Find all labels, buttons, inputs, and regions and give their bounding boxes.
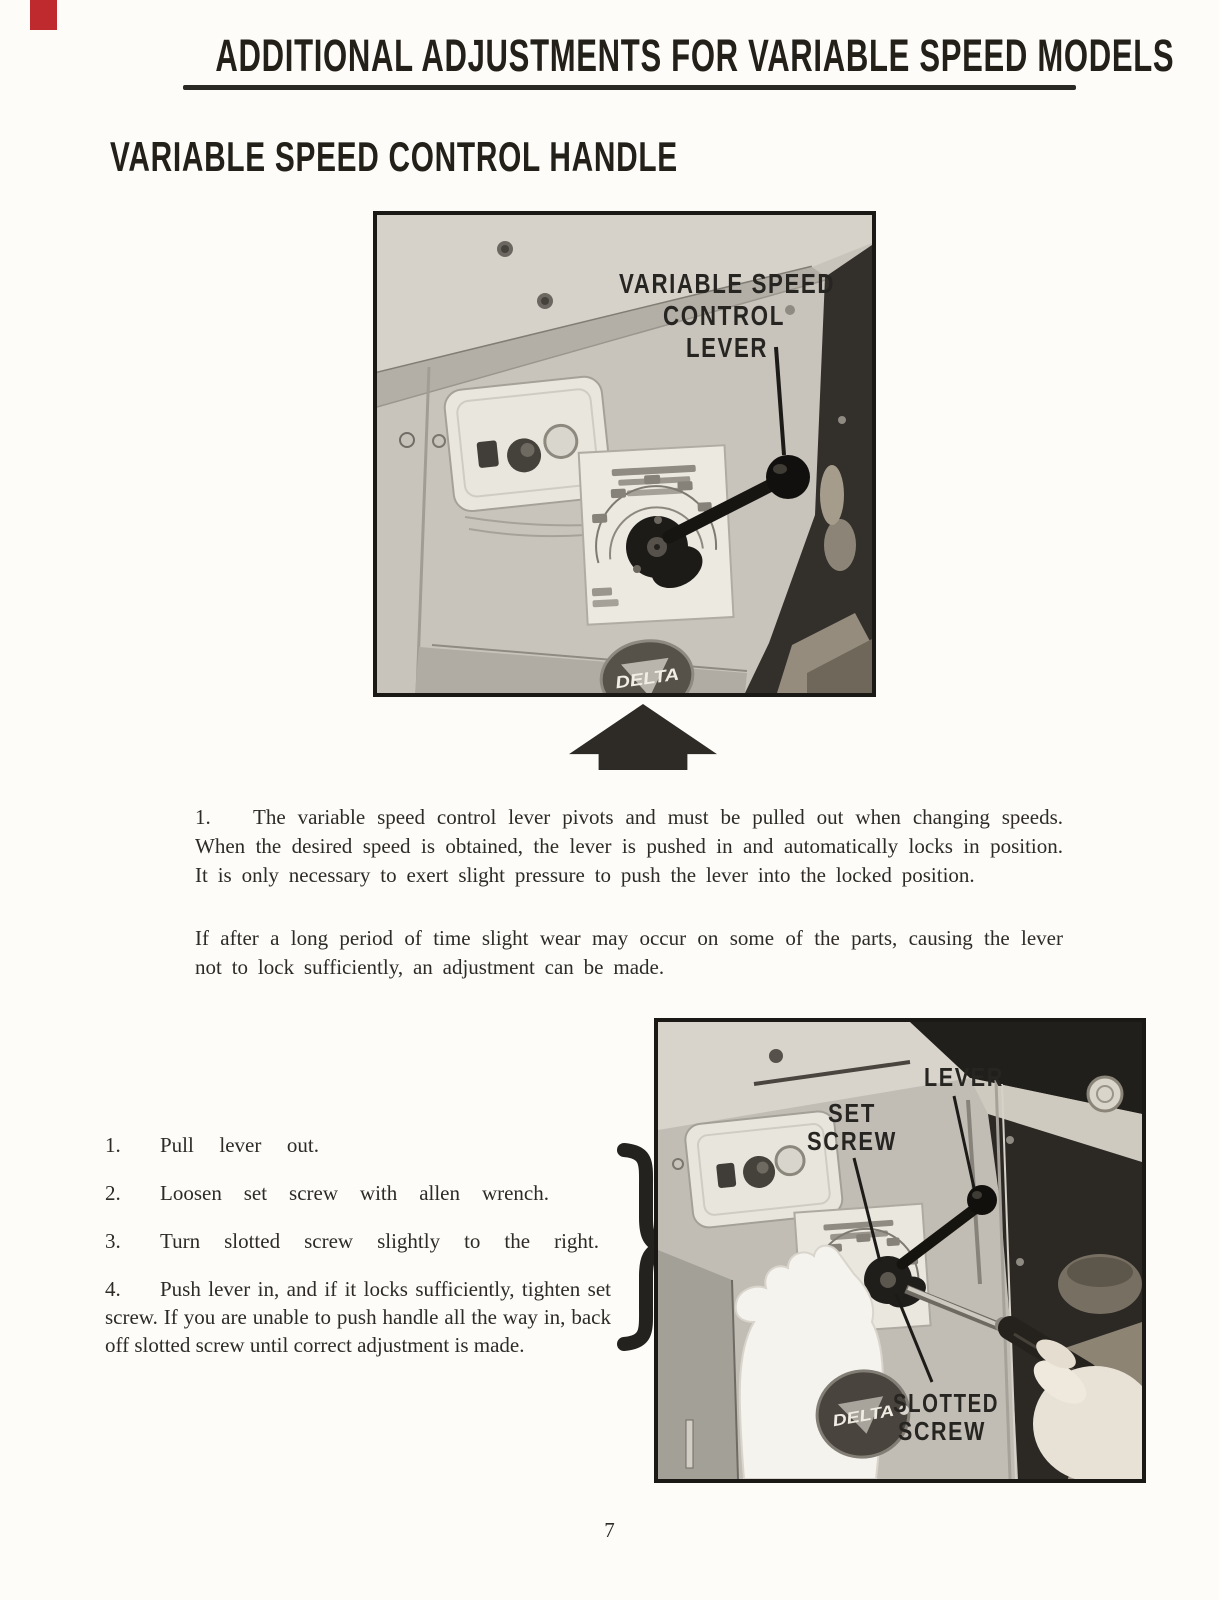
step-text: Push lever in, and if it locks sufficiently, tighten set screw. If you are unable to push handle all the way in, back off slotted screw until correct adjustment is made. <box>105 1277 611 1357</box>
step-2 <box>105 1179 549 1208</box>
delta-badge-text: DELTA <box>831 1404 885 1431</box>
figure-adjustment-photo <box>654 1018 1146 1483</box>
step-1 <box>105 1131 319 1160</box>
intro-paragraph <box>195 803 1063 890</box>
callout-set-screw: SCREW <box>807 1126 897 1156</box>
step-3 <box>105 1227 599 1256</box>
step-text: Loosen set screw with allen wrench. <box>160 1181 549 1205</box>
callout-slotted: SLOTTED <box>893 1388 999 1418</box>
step-4 <box>105 1275 611 1359</box>
title-underline <box>183 85 1076 90</box>
callout-control: CONTROL <box>663 300 785 331</box>
figure-lever-overview-photo <box>373 211 876 697</box>
door-hinge <box>686 1420 693 1468</box>
page-title: ADDITIONAL ADJUSTMENTS FOR VARIABLE SPEED MODELS <box>215 30 1175 81</box>
lever-ball-handle <box>766 455 810 499</box>
callout-set: SET <box>828 1098 876 1128</box>
section-heading: VARIABLE SPEED CONTROL HANDLE <box>110 133 678 180</box>
wooden-dowel <box>1088 1077 1122 1111</box>
paragraph-number: 1. <box>195 805 211 829</box>
panel-screw <box>400 433 414 447</box>
page-number: 7 <box>604 1518 615 1542</box>
page-header <box>0 30 1219 82</box>
note-paragraph: If after a long period of time slight wear may occur on some of the parts, causing the lever not to lock sufficiently, an adjustment can be made. <box>195 926 1063 979</box>
lever-ball-handle <box>967 1185 997 1215</box>
callout-slotted-screw: SCREW <box>898 1416 986 1446</box>
up-arrow-icon <box>569 704 717 770</box>
step-number: 3. <box>105 1229 121 1253</box>
step-text: Pull lever out. <box>160 1133 319 1157</box>
step-number: 4. <box>105 1277 121 1301</box>
cabinet-door <box>658 1250 738 1479</box>
figure2-illustration <box>658 1022 1142 1479</box>
red-edge-mark <box>30 0 57 30</box>
paragraph-text: The variable speed control lever pivots and must be pulled out when changing speeds. When the desired speed is obtained, the lever is pushed in and automatically locks in position. It is only necessary to exert slight pressure to push the lever into the locked position. <box>195 805 1063 887</box>
figure1-illustration <box>377 215 872 693</box>
step-number: 1. <box>105 1133 121 1157</box>
delta-badge-text: DELTA <box>614 665 671 693</box>
callout-lever: LEVER <box>686 332 768 363</box>
callout-variable-speed: VARIABLE SPEED <box>619 268 835 299</box>
callout-lever: LEVER <box>924 1062 1004 1092</box>
step-text: Turn slotted screw slightly to the right. <box>160 1229 599 1253</box>
step-number: 2. <box>105 1181 121 1205</box>
